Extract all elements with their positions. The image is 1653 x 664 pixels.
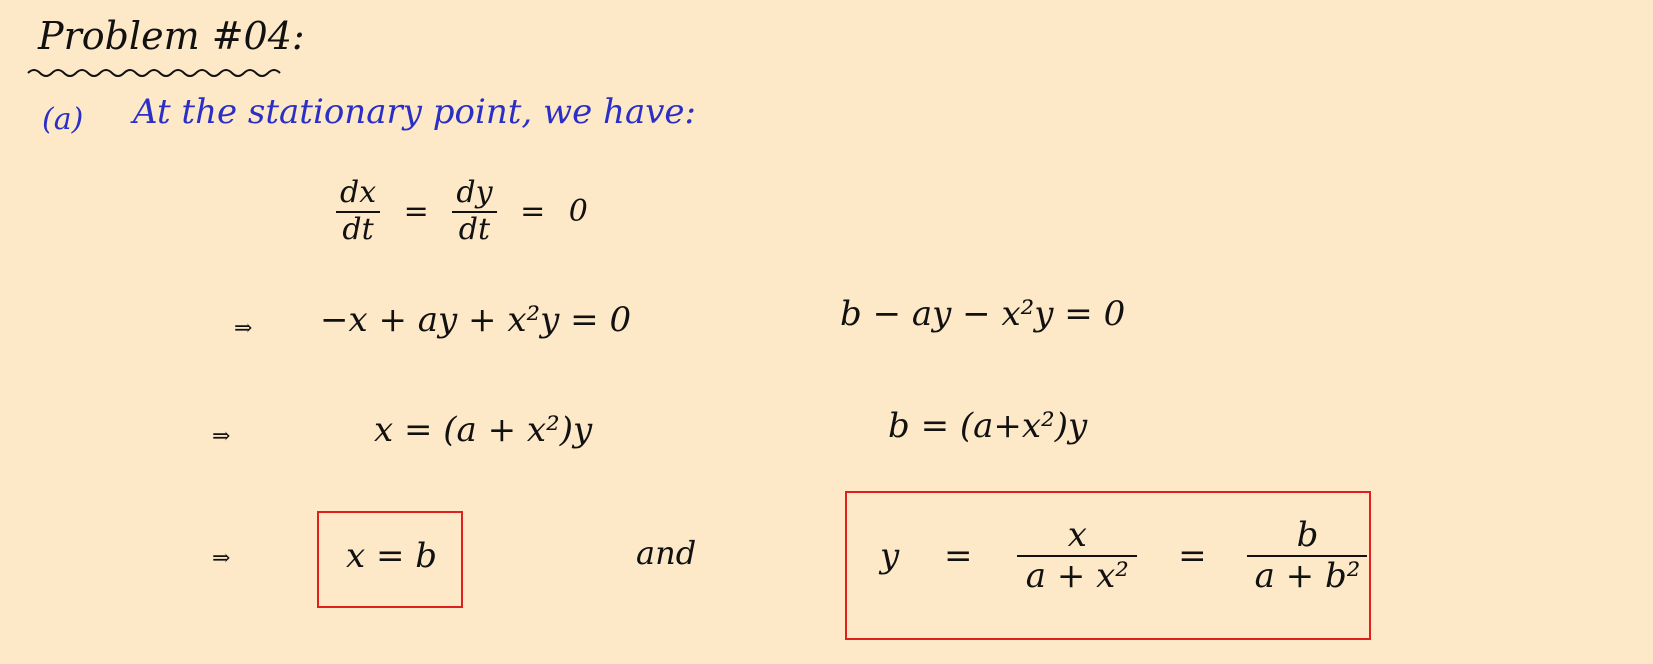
equals-sign: =	[520, 194, 546, 229]
fraction-numerator: x	[1067, 515, 1087, 555]
dy-numerator: dy	[456, 175, 493, 210]
result-y-equation	[880, 516, 1367, 596]
fraction-denominator: a + x²	[1025, 556, 1129, 597]
dx-numerator: dx	[340, 175, 377, 210]
zero-value: 0	[568, 194, 588, 229]
result-x: x = b	[346, 536, 438, 576]
dt-denominator: dt	[458, 211, 491, 247]
problem-title: Problem #04:	[38, 14, 305, 58]
fraction-numerator: b	[1296, 515, 1319, 555]
stationary-equation	[336, 176, 588, 247]
b-over-a-plus-b2	[1247, 516, 1367, 596]
equation-line2-right: b = (a+x²)y	[888, 406, 1088, 446]
x-over-a-plus-x2	[1017, 516, 1137, 596]
dy-dt-fraction	[452, 176, 496, 247]
dx-dt-fraction	[336, 176, 380, 247]
part-a-label: (a)	[42, 102, 84, 137]
equation-line2-left: x = (a + x²)y	[374, 410, 593, 450]
y-variable: y	[880, 536, 900, 577]
equation-line1-right: b − ay − x²y = 0	[840, 294, 1126, 334]
implies-arrow: ⇒	[212, 424, 231, 449]
equation-line1-left: −x + ay + x²y = 0	[320, 300, 632, 340]
and-word: and	[636, 534, 697, 572]
equals-sign: =	[403, 194, 429, 229]
implies-arrow: ⇒	[234, 316, 253, 341]
equals-sign: =	[944, 536, 973, 577]
title-underline	[26, 66, 281, 80]
implies-arrow: ⇒	[212, 546, 231, 571]
fraction-denominator: a + b²	[1254, 556, 1361, 597]
equals-sign: =	[1178, 536, 1207, 577]
dt-denominator: dt	[342, 211, 374, 247]
part-a-statement: At the stationary point, we have:	[133, 92, 697, 132]
